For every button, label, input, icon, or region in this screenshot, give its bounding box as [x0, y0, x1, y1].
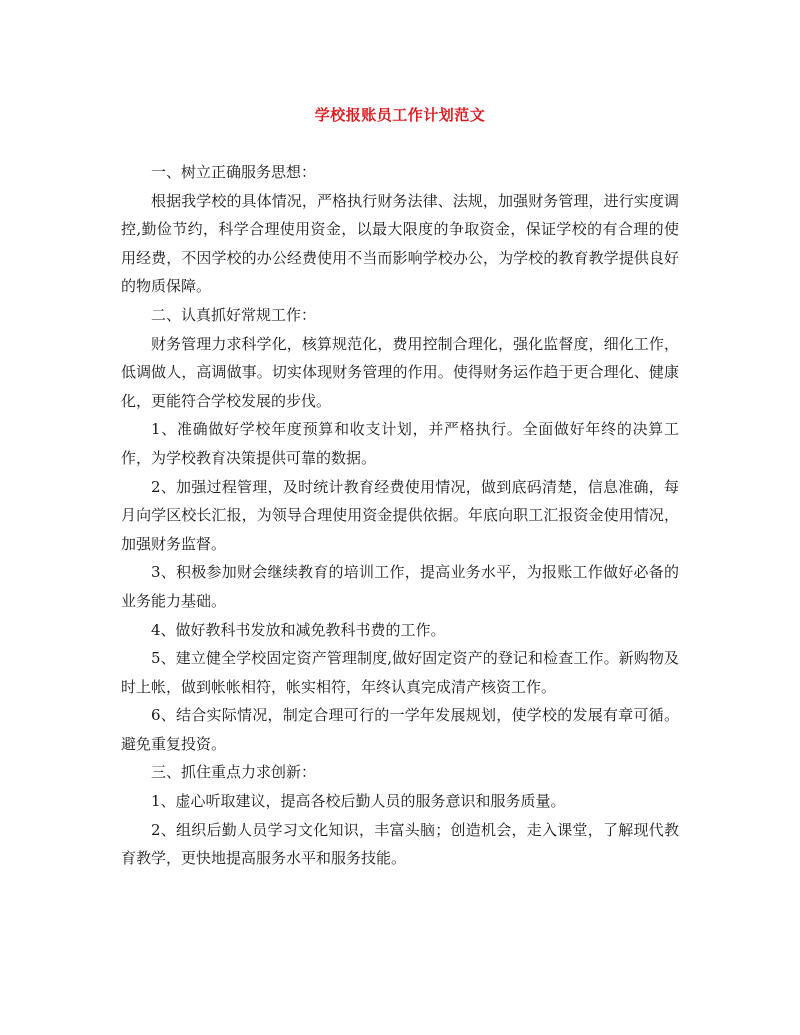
- list-item: 2、组织后勤人员学习文化知识，丰富头脑；创造机会，走入课堂，了解现代教育教学，更快地提高服务水平和服务技能。: [121, 820, 679, 868]
- paragraph: 根据我学校的具体情况，严格执行财务法律、法规，加强财务管理，进行实度调控,勤俭节约，科学合理使用资金，以最大限度的争取资金，保证学校的有合理的使用经费，不因学校的办公经费使用不当而影响学校办公，为学校的教育教学提供良好的物质保障。: [121, 191, 679, 296]
- list-item: 4、做好教科书发放和减免教科书费的工作。: [151, 620, 446, 639]
- list-item: 3、积极参加财会继续教育的培训工作，提高业务水平，为报账工作做好必备的业务能力基础。: [121, 563, 679, 610]
- document-body: [121, 158, 679, 873]
- list-item: 5、建立健全学校固定资产管理制度,做好固定资产的登记和检查工作。新购物及时上帐，做到帐帐相符，帐实相符，年终认真完成清产核资工作。: [121, 649, 679, 696]
- section-heading-1: 一、树立正确服务思想：: [151, 163, 317, 181]
- list-item: 6、结合实际情况，制定合理可行的一学年发展规划，使学校的发展有章可循。避免重复投资。: [121, 706, 679, 753]
- list-item: 1、虚心听取建议，提高各校后勤人员的服务意识和服务质量。: [151, 792, 566, 811]
- section-heading-3: 三、抓住重点力求创新：: [151, 763, 317, 782]
- list-item: 1、准确做好学校年度预算和收支计划，并严格执行。全面做好年终的决算工作，为学校教育决策提供可靠的数据。: [121, 420, 679, 467]
- list-item: 2、加强过程管理，及时统计教育经费使用情况，做到底码清楚，信息准确，每月向学区校长汇报，为领导合理使用资金提供依据。年底向职工汇报资金使用情况，加强财务监督。: [121, 477, 679, 553]
- document-title: 学校报账员工作计划范文: [314, 106, 486, 124]
- section-heading-2: 二、认真抓好常规工作：: [151, 305, 317, 324]
- paragraph: 财务管理力求科学化，核算规范化，费用控制合理化，强化监督度，细化工作，低调做人，高调做事。切实体现财务管理的作用。使得财务运作趋于更合理化、健康化，更能符合学校发展的步伐。: [121, 334, 679, 410]
